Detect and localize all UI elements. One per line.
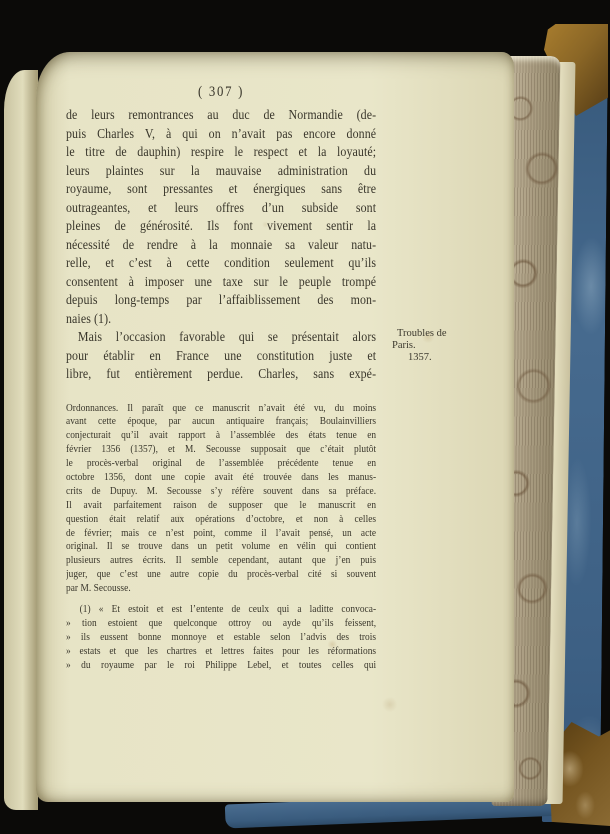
page-number: ( 307 ) [198,84,245,100]
text-line: depuis long-temps par l’affaiblissement des mon- [66,293,377,308]
text-line: royaume, sont pressantes et énergiques sans être [66,182,377,197]
footnote-line: juger, que c’est une autre copie du procès-verbal cité si souvent [66,568,377,581]
text-line: consentent à imposer une taxe sur le peuple trompé [66,274,377,290]
text-line: pleines de générosité. Ils font vivement sentir la [66,219,377,234]
text-line: relle, et c’est à cette condition seulement qu’ils [66,256,377,271]
footnote-line: plusieurs autres écrits. Il semble cependant, autant que j’en puis [66,554,377,567]
text-line: le titre de dauphin) respire le respect et la loyauté; [66,145,377,160]
text-column [66,82,376,672]
book-page [36,52,514,802]
footnote-1 [66,402,376,596]
text-line: Mais l’occasion favorable qui se présentait alors [77,330,377,345]
text-line: naies (1). [66,311,112,327]
text-line: nécessité de rendre à la monnaie sa valeur natu- [66,237,377,253]
footnote-line: conjecturait qu’il avait rapport à l’assemblée des états tenue en [66,429,377,442]
margin-note-line: Paris. [392,340,416,351]
footnote-line: février 1356 (1357), et M. Secousse supposait que c’était plutôt [66,443,377,456]
footnote-line: Ordonnances. Il paraît que ce manuscrit n’avait été vu, du moins [66,401,377,414]
text-line: libre, fut entièrement perdue. Charles, sans expé- [66,367,377,382]
footnote-line: (1) « Et estoit et est l’entente de ceulx qui a laditte convoca- [79,602,377,615]
main-paragraph-2 [66,329,376,385]
footnote-line: octobre 1356, dont une copie avait été trouvée dans les manus- [66,470,377,483]
footnote-line: » du royaume par le roi Philippe Lebel, et toutes celles qui [66,658,377,671]
main-paragraph-1 [66,107,376,329]
footnote-line: crits de Dupuy. M. Secousse s’y réfère souvent dans sa préface. [66,484,377,497]
text-line: pour établir en France une constitution juste et [66,348,377,364]
footnote-line: » ils eussent bonne monnoye et estable selon l’advis des trois [66,630,377,643]
footnote-line: » tion estoient que quelconque ottroy ou ayde qu’ils feissent, [66,616,377,629]
footnote-line: original. Il se trouve dans un petit volume en vélin qui contient [66,540,377,553]
footnote-line: avant cette époque, par aucun antiquaire français; Boulainvilliers [66,415,377,428]
text-line: leurs plaintes sur la mauvaise administration du [66,163,377,179]
footnote-line: de février; mais ce n’est point, comme il l’avait pensé, un acte [66,526,377,539]
text-line: outrageantes, et leurs offres d’un subside sont [66,200,377,216]
margin-note-line: 1357. [408,352,432,363]
footnote-2 [66,603,376,672]
footnote-line: question était relatif aux opérations d’octobre, et non à celles [66,512,377,525]
margin-note-line: Troubles de [397,328,447,339]
footnote-line: » estats et que les chartres et lettres faites pour les réformations [66,644,377,657]
margin-note [392,328,474,364]
footnote-line: le procès-verbal original de l’assemblée précédente tenue en [66,457,377,470]
facing-page-edge [4,70,38,810]
text-line: de leurs remontrances au duc de Normandie (de- [66,108,377,123]
footnote-line: Il avait parfaitement raison de supposer que le manuscrit en [66,498,377,511]
text-line: puis Charles V, à qui on n’avait pas encore donné [66,126,377,142]
footnote-line: par M. Secousse. [66,582,131,595]
